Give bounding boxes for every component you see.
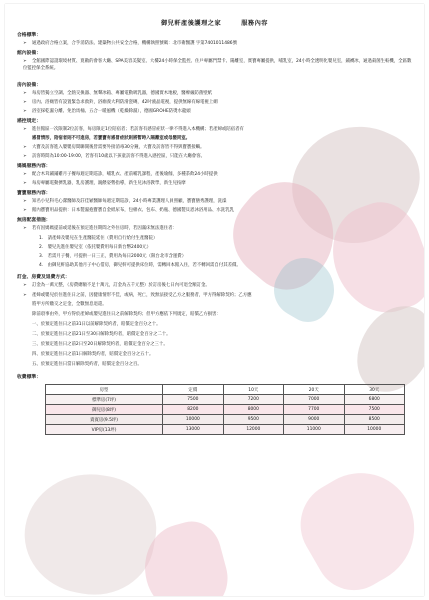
table-cell: 10000 [344,425,405,435]
table-cell: 7000 [284,395,344,405]
decorative-petal [285,454,424,596]
list-item: ➢ 進住館區一次限制2位訪客，每房限定1位陪宿者；若訪客有感冒症狀一律不得進入本機構；若產婦或陪宿者有 [23,127,244,132]
list-item-continuation: 將甲方所繳交之定金，全數無息退還。 [32,302,107,307]
section-head-license: 合格標準： [17,33,41,38]
list-item: ➢ 全館國際認證環境材質、寬敞的會客大廳、SPA美容美髮室、大樓24小時保全監控、住戶專屬門禁卡、陽離室，實寶專屬提供，哺乳室，24小時全透明化嬰兒室，鋪襪冰，通過殺菌生較機，全區數位監控保全系統。 [23,59,412,72]
table-header-row [46,385,405,395]
document-page [5,4,424,596]
list-item: ➢ 每房專屬電動擠乳器，乳房護理，親餵姿勢指導，新生兒沐浴教學，新生兒按摩 [23,181,186,186]
column-header: 房型 [46,385,163,395]
list-item: ➢ 大寶及訪客進入嬰嬰房間聯開後皆需要外接消毒30分鐘，大寶及訪客皆不得與寶寶接觸。 [23,145,205,150]
table-cell: 貴賓房(9.5坪) [46,415,163,425]
table-cell: 13000 [163,425,223,435]
table-cell: 6800 [344,395,405,405]
table-cell: VIP房(13坪) [46,425,163,435]
table-row [46,415,405,425]
price-table [45,384,405,435]
table-cell: 7500 [163,395,223,405]
column-header: 30天 [344,385,405,395]
section-head-no-room: 無房配套措施： [17,218,51,223]
table-cell: 7200 [223,395,283,405]
table-cell: 7500 [344,405,405,415]
list-item: ➢ 房內、浴廁皆有設置緊急求救鈴，浴廁義大利防滑瓷磚，42吋液晶電視，提供無線有線電視上網 [23,100,218,105]
refund-rule: 四、於預定進住日之前1日解除契約者，賠償定金百分之五十。 [32,352,154,357]
page-title: 御兒軒產後護理之家 服務內容 [161,20,268,27]
section-head-baby: 寶寶服務內容： [17,191,51,196]
table-cell: 標準房(7坪) [46,395,163,405]
list-item: ➢ 通過政府合格立案，合乎消防法、建築物公共安全合格，機構執照號碼：北市衛醫護 字第7401011486號 [23,41,237,46]
refund-rule: 二、於預定進住日之前21日至30日解除契約者，賠償定金百分之二十。 [32,332,171,337]
refund-rule: 三、於預定進住日之前2日至20日解除契約者，賠償定金百分之三十。 [32,342,168,347]
numbered-item: 4. 由御兒軒協助其他月子中心借房，御兒軒可提供床位時，需轉回本館入住，若不轉回需自付其差價。 [39,263,241,268]
list-item: ➢ 產婦或嬰兒於住進住日之前，因健康情形不佳，或病，死亡，致無法接受乙方之服務者，甲方得解除契約；乙方應 [23,293,252,298]
table-cell: 御兒房(8坪) [46,405,163,415]
list-item: ➢ 配合木茸鋪鋪雞月子餐每週定期巡診，哺乳衣、產前哺乳課程，產後瑜伽，多種茶飲24小時提供 [23,172,218,177]
table-cell: 9000 [284,415,344,425]
column-header: 定價 [163,385,223,395]
section-head-mom: 媽媽服務內容： [17,164,51,169]
section-head-rules: 感控規定： [17,119,41,124]
section-head-facility: 館內設備： [17,51,41,56]
numbered-item: 3. 若需月子餐，可提供一日三正，費用為每日2000元（限台北市含運費） [39,254,187,259]
table-cell: 10000 [163,415,223,425]
section-head-deposit: 訂金、房費及退費方式： [17,275,70,280]
decorative-petal [16,464,165,596]
table-row [46,425,405,435]
table-cell: 11000 [284,425,344,435]
table-cell: 12000 [223,425,283,435]
numbered-item: 1. 請產婦及嬰兒在生產醫院延住（費用自行給付生產醫院） [39,236,158,241]
paragraph: 除前項事由外，甲方得於產婦或嬰兒進住日之前解除契約；但甲方應依下列規定，賠償乙方損害： [32,312,221,317]
refund-rule: 一、於預定進住日之前31日以前解除契約者，賠償定金百分之十。 [32,322,161,327]
table-cell: 8200 [163,405,223,415]
numbered-item: 2. 嬰兒先進住嬰兒室（依托嬰費用每日新台幣2400元） [39,245,151,250]
list-item-continuation: 感冒情形，陪宿者則不可進房，若寶寶有感冒症狀則將暫時入隔離室或母嬰同室。 [32,136,191,141]
list-item: ➢ 浴室採乾濕分離、免治馬桶、五合一暖風機（乾燥除濕），德國GROHE防燙水龍頭 [23,109,191,114]
table-cell: 9500 [223,415,283,425]
table-cell: 8000 [223,405,283,415]
column-header: 20天 [284,385,344,395]
list-item: ➢ 知名小兒科毛心潔醫師及莊佳穎醫師每週定期巡診，24小時專業護理人員照顧，寶寶膳秀護理，洗澡 [23,199,227,204]
list-item: ➢ 每房皆獨立空調、全熱交換器、無聲冰箱、專屬電動吸乳器，德國實木地板，醫療級防菌壁紙 [23,91,213,96]
refund-rule: 五、於預定進住日當日解除契約者，賠償定金百分之百。 [32,362,142,367]
table-cell: 7700 [284,405,344,415]
list-item: ➢ 訂金為一萬元整，（房費總額不足十萬元，訂金為五千元整）於訂房後七日內可退全額訂金。 [23,283,210,288]
section-head-price: 收費標準： [17,375,41,380]
table-row [46,395,405,405]
list-item: ➢ 館內寶寶用品提供：日本製濕抱寶寶自金紙尿布，包棉衣、包布、奶瓶、德國製貝恩沐浴用品、水洗乳乳 [23,208,234,213]
table-cell: 8500 [344,415,405,425]
table-row [46,405,405,415]
column-header: 10天 [223,385,283,395]
list-item: ➢ 訪客時間為10:00-19:00，若客有10歲以下孩童訪客不得進入感控區，只能在大廳會客。 [23,154,205,159]
list-item: ➢ 若有因媽媽提前或延後在預定進住期間之外住房時，若因滿床無法進住者： [23,226,177,231]
section-head-room: 房內設備： [17,83,41,88]
